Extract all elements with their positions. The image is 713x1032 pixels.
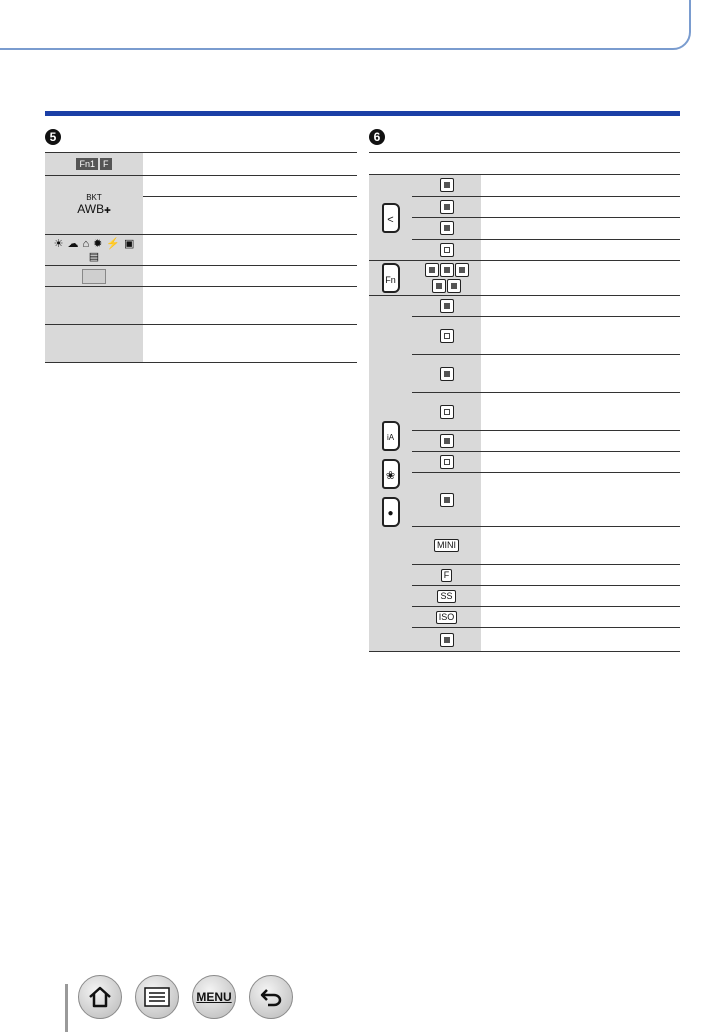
section-6-heading — [369, 129, 385, 145]
table-row — [45, 287, 357, 325]
row-description — [481, 261, 680, 295]
home-button[interactable] — [78, 975, 122, 1019]
back-arrow-icon — [259, 987, 283, 1007]
custom-wb-icon: ▣ — [124, 238, 135, 250]
menu-button[interactable] — [192, 975, 236, 1019]
ss-icon: SS — [412, 586, 481, 607]
bulb-icon: ✹ — [93, 238, 103, 250]
fn-icon — [425, 263, 439, 277]
white-balance-icons — [45, 235, 143, 265]
movie-tab-icon: ● — [382, 497, 400, 527]
fn1-key-icon: Fn1 — [76, 158, 98, 170]
left-arrow-tab-icon: < — [382, 203, 400, 233]
row-description — [143, 153, 357, 175]
vertical-arrows-icon — [412, 175, 481, 197]
scene-icon — [412, 317, 481, 355]
row-description — [143, 325, 357, 362]
table-row — [45, 153, 357, 176]
kelvin-icon: ▤ — [88, 251, 100, 263]
f-icon: F — [412, 565, 481, 586]
contents-button[interactable] — [135, 975, 179, 1019]
row-description — [481, 175, 680, 260]
fill-icon — [412, 197, 481, 219]
menu-label: MENU — [196, 990, 232, 1004]
nav-divider — [65, 984, 68, 1032]
row-description — [481, 296, 680, 651]
table-row — [45, 176, 357, 235]
icon-column — [412, 296, 481, 651]
fn-icon — [440, 263, 454, 277]
square-icon — [412, 296, 481, 317]
table-row — [45, 235, 357, 266]
fn-icons — [412, 261, 481, 295]
section-6-table — [369, 152, 680, 652]
flash-wb-icon: ⚡ — [106, 238, 121, 250]
group-tab-cell — [369, 296, 412, 651]
bkt-awb-icon: BKT AWB✚ — [45, 176, 143, 234]
list-icon — [144, 987, 170, 1007]
shift-icon — [412, 218, 481, 240]
small-square-icon — [45, 266, 143, 286]
fn-keys-icon — [45, 153, 143, 175]
back-button[interactable] — [249, 975, 293, 1019]
table-group — [369, 175, 680, 261]
icon-column — [412, 175, 481, 260]
section-5-table — [45, 152, 357, 363]
row-description — [143, 266, 357, 286]
fn-icon — [432, 279, 446, 293]
table-group — [369, 261, 680, 296]
home-icon — [88, 986, 112, 1008]
group-tab-cell — [369, 175, 412, 260]
cloud-icon: ☁ — [67, 238, 79, 250]
blank-icon-cell — [45, 325, 143, 362]
section-number: 5 — [45, 129, 61, 145]
awb-label: AWB — [77, 201, 105, 216]
fn-icon — [455, 263, 469, 277]
miniature-icon — [412, 473, 481, 527]
pattern-icon — [412, 240, 481, 261]
shade-icon: ⌂ — [82, 237, 90, 250]
iso-icon: ISO — [412, 607, 481, 628]
row-description — [143, 287, 357, 324]
header-tab-frame — [0, 0, 691, 50]
pencil-icon — [412, 431, 481, 452]
ia-plus-tab-icon: iA — [382, 421, 400, 451]
frame-icon — [412, 393, 481, 431]
fn-icon — [447, 279, 461, 293]
section-rule — [45, 111, 680, 116]
row-description — [143, 235, 357, 265]
group-tab-cell — [369, 261, 412, 295]
section-number: 6 — [369, 129, 385, 145]
sub-row — [143, 197, 357, 234]
sun-icon: ☀ — [53, 238, 64, 250]
grid-icon — [412, 452, 481, 473]
table-row — [369, 153, 680, 175]
sub-row — [143, 176, 357, 197]
f-key-icon: F — [100, 158, 112, 170]
contrast-icon — [412, 355, 481, 393]
table-row — [45, 266, 357, 287]
creative-tab-icon: ❀ — [382, 459, 400, 489]
table-row — [45, 325, 357, 363]
mic-icon — [412, 628, 481, 651]
row-description — [369, 153, 680, 174]
row-description — [143, 176, 357, 234]
blank-icon-cell — [45, 287, 143, 324]
bkt-label: BKT — [86, 193, 102, 202]
fn-tab-icon: Fn — [382, 263, 400, 293]
section-5-heading — [45, 129, 61, 145]
table-group — [369, 296, 680, 652]
mini-icon: MINI — [412, 527, 481, 565]
